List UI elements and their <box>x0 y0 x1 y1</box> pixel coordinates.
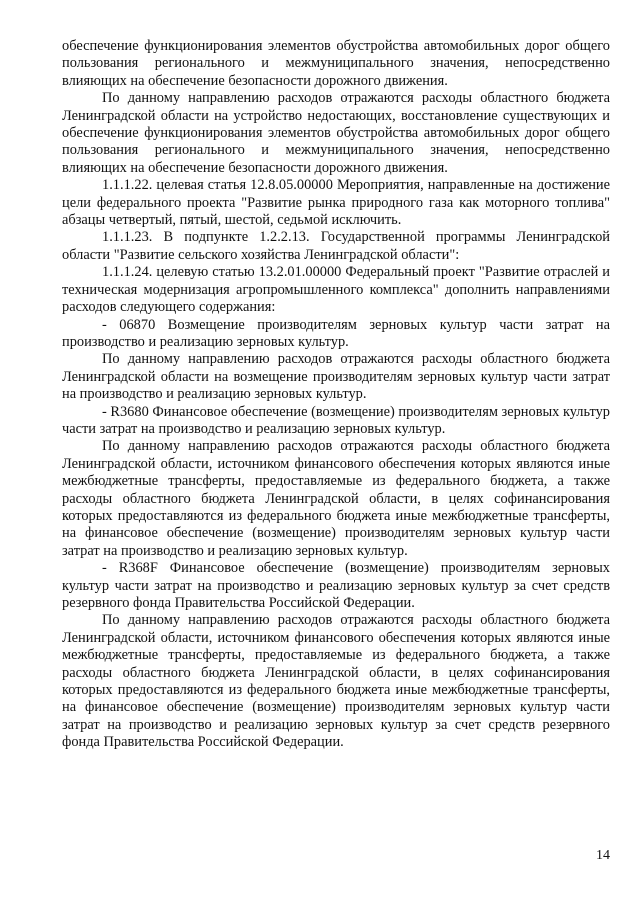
page-number: 14 <box>596 848 610 863</box>
paragraph-item-1-1-1-23: 1.1.1.23. В подпункте 1.2.2.13. Государственной программы Ленинградской области "Развитие сельского хозяйства Ленинградской области": <box>62 229 610 263</box>
paragraph-item-1-1-1-24: 1.1.1.24. целевую статью 13.2.01.00000 Федеральный проект "Развитие отраслей и техническая модернизация агропромышленного комплекса" дополнить направлениями расходов следующего содержания: <box>62 264 610 316</box>
paragraph-expenses-r368f: По данному направлению расходов отражаются расходы областного бюджета Ленинградской области, источником финансового обеспечения которых являются иные межбюджетные трансферты, предоставляемые из федерального бюджета, а также расходы областного бюджета Ленинградской области, в целях софинансирования которых предоставляются из федерального бюджета иные межбюджетные трансферты, на финансовое обеспечение (возмещение) производителям зерновых культур части затрат на производство и реализацию зерновых культур за счет средств резервного фонда Правительства Российской Федерации. <box>62 612 610 751</box>
paragraph-code-06870: - 06870 Возмещение производителям зерновых культур части затрат на производство и реализацию зерновых культур. <box>62 316 610 350</box>
paragraph-code-r3680: - R3680 Финансовое обеспечение (возмещение) производителям зерновых культур части затрат на производство и реализацию зерновых культур. <box>62 403 610 437</box>
paragraph-expenses-r3680: По данному направлению расходов отражаются расходы областного бюджета Ленинградской области, источником финансового обеспечения которых являются иные межбюджетные трансферты, предоставляемые из федерального бюджета, а также расходы областного бюджета Ленинградской области, в целях софинансирования которых предоставляются из федерального бюджета иные межбюджетные трансферты, на финансовое обеспечение (возмещение) производителям зерновых культур части затрат на производство и реализацию зерновых культур. <box>62 438 610 559</box>
paragraph-item-1-1-1-22: 1.1.1.22. целевая статья 12.8.05.00000 Мероприятия, направленные на достижение цели федерального проекта "Развитие рынка природного газа как моторного топлива" абзацы четвертый, пятый, шестой, седьмой исключить. <box>62 177 610 229</box>
document-page <box>62 38 610 752</box>
paragraph-expenses-road-safety: По данному направлению расходов отражаются расходы областного бюджета Ленинградской области на устройство недостающих, восстановление существующих и обеспечение функционирования элементов обустройства автомобильных дорог общего пользования регионального и межмуниципального значения, непосредственно влияющих на обеспечение безопасности дорожного движения. <box>62 90 610 176</box>
paragraph-code-r368f: - R368F Финансовое обеспечение (возмещение) производителям зерновых культур части затрат на производство и реализацию зерновых культур за счет средств резервного фонда Правительства Российской Федерации. <box>62 560 610 611</box>
paragraph-continuation: обеспечение функционирования элементов обустройства автомобильных дорог общего пользования регионального и межмуниципального значения, непосредственно влияющих на обеспечение безопасности дорожного движения. <box>62 38 610 89</box>
paragraph-expenses-06870: По данному направлению расходов отражаются расходы областного бюджета Ленинградской области на возмещение производителям зерновых культур части затрат на производство и реализацию зерновых культур. <box>62 351 610 403</box>
